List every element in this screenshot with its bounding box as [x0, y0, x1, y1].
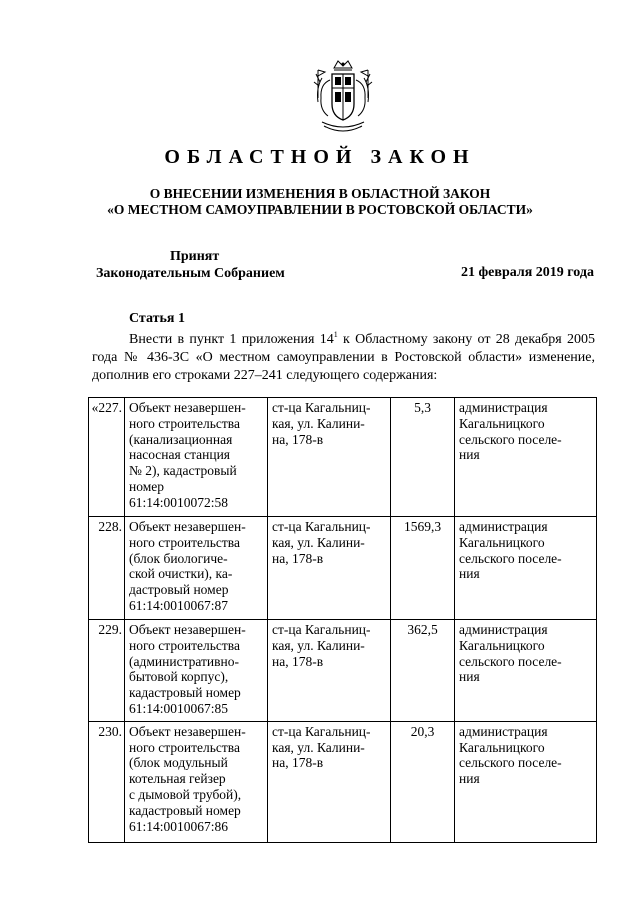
- article-text-part-1: Внести в пункт 1 приложения 14: [129, 332, 334, 347]
- object-description: [125, 721, 268, 842]
- subtitle-line-2: «О МЕСТНОМ САМОУПРАВЛЕНИИ В РОСТОВСКОЙ ОБЛАСТИ»: [107, 202, 533, 217]
- table-row: [89, 517, 597, 620]
- text-line: кая, ул. Калини-: [272, 739, 365, 755]
- subtitle-line-1: О ВНЕСЕНИИ ИЗМЕНЕНИЯ В ОБЛАСТНОЙ ЗАКОН: [149, 186, 491, 201]
- row-number: 229.: [89, 620, 125, 722]
- object-description: [125, 620, 268, 722]
- table-row: [89, 620, 597, 722]
- text-line: администрация: [459, 519, 548, 534]
- object-address: [268, 398, 391, 517]
- object-description: [125, 517, 268, 620]
- object-area: 1569,3: [391, 517, 455, 620]
- article-text-part-2: к Областному закону от 28 декабря 2005 года № 436-ЗС «О местном самоуправлении в Ростовской области» изменение, дополнив его строками 227–241 следующего содержания:: [92, 332, 595, 383]
- adoption-date: 21 февраля 2019 года: [461, 265, 594, 280]
- objects-table: [88, 397, 597, 843]
- text-line: ст-ца Кагальниц-: [272, 519, 371, 534]
- row-number: «227.: [89, 398, 125, 517]
- text-line: № 2), кадастровый: [129, 463, 237, 479]
- table-row: [89, 398, 597, 517]
- text-line: Кагальницкого: [459, 637, 545, 653]
- text-line: ного строительства: [129, 739, 240, 755]
- text-line: (административно-: [129, 653, 239, 669]
- text-line: администрация: [459, 723, 548, 739]
- text-line: ного строительства: [129, 534, 240, 550]
- text-line: Кагальницкого: [459, 415, 545, 431]
- text-line: 61:14:0010072:58: [129, 494, 229, 510]
- text-line: сельского поселе-: [459, 653, 562, 669]
- text-line: (канализационная: [129, 431, 233, 447]
- article-text-superscript: 1: [333, 330, 338, 339]
- object-address: [268, 620, 391, 722]
- text-line: на, 178-в: [272, 755, 324, 771]
- text-line: Объект незавершен-: [129, 622, 246, 637]
- text-line: ской очистки), ка-: [129, 566, 233, 582]
- text-line: кадастровый номер: [129, 685, 241, 701]
- text-line: ст-ца Кагальниц-: [272, 723, 371, 739]
- object-address: [268, 517, 391, 620]
- text-line: кая, ул. Калини-: [272, 637, 365, 653]
- text-line: 61:14:0010067:86: [129, 818, 229, 834]
- text-line: на, 178-в: [272, 550, 324, 566]
- text-line: кая, ул. Калини-: [272, 534, 365, 550]
- text-line: на, 178-в: [272, 431, 324, 447]
- text-line: Объект незавершен-: [129, 400, 246, 415]
- adoption-line-2: Законодательным Собранием: [96, 266, 285, 281]
- object-area: 20,3: [391, 721, 455, 842]
- object-area: 362,5: [391, 620, 455, 722]
- text-line: на, 178-в: [272, 653, 324, 669]
- text-line: насосная станция: [129, 447, 231, 463]
- row-number: 228.: [89, 517, 125, 620]
- text-line: кадастровый номер: [129, 802, 241, 818]
- text-line: Объект незавершен-: [129, 723, 246, 739]
- text-line: дастровый номер: [129, 582, 229, 598]
- text-line: сельского поселе-: [459, 755, 562, 771]
- object-area: 5,3: [391, 398, 455, 517]
- text-line: ния: [459, 669, 480, 685]
- object-address: [268, 721, 391, 842]
- text-line: ст-ца Кагальниц-: [272, 400, 371, 415]
- text-line: сельского поселе-: [459, 550, 562, 566]
- text-line: кая, ул. Калини-: [272, 415, 365, 431]
- text-line: ния: [459, 447, 480, 463]
- document-subtitle: [0, 186, 640, 218]
- article-title: Статья 1: [129, 311, 185, 326]
- text-line: 61:14:0010067:87: [129, 597, 229, 613]
- text-line: администрация: [459, 622, 548, 637]
- object-owner: [455, 620, 597, 722]
- row-number: 230.: [89, 721, 125, 842]
- text-line: ного строительства: [129, 637, 240, 653]
- text-line: ного строительства: [129, 415, 240, 431]
- adoption-block: [96, 248, 285, 282]
- text-line: Кагальницкого: [459, 739, 545, 755]
- text-line: (блок биологиче-: [129, 550, 228, 566]
- object-owner: [455, 721, 597, 842]
- object-owner: [455, 398, 597, 517]
- text-line: ст-ца Кагальниц-: [272, 622, 371, 637]
- object-owner: [455, 517, 597, 620]
- text-line: бытовой корпус),: [129, 669, 229, 685]
- text-line: 61:14:0010067:85: [129, 700, 229, 716]
- text-line: сельского поселе-: [459, 431, 562, 447]
- article-text: [92, 331, 595, 385]
- text-line: администрация: [459, 400, 548, 415]
- text-line: ния: [459, 771, 480, 787]
- text-line: (блок модульный: [129, 755, 228, 771]
- text-line: ния: [459, 566, 480, 582]
- document-title: ОБЛАСТНОЙ ЗАКОН: [164, 146, 476, 168]
- object-description: [125, 398, 268, 517]
- text-line: котельная гейзер: [129, 771, 226, 787]
- text-line: Кагальницкого: [459, 534, 545, 550]
- adoption-line-1: Принят: [170, 249, 220, 264]
- text-line: номер: [129, 478, 165, 494]
- table-row: [89, 721, 597, 842]
- text-line: с дымовой трубой),: [129, 786, 242, 802]
- text-line: Объект незавершен-: [129, 519, 246, 534]
- coat-of-arms-icon: [310, 58, 376, 136]
